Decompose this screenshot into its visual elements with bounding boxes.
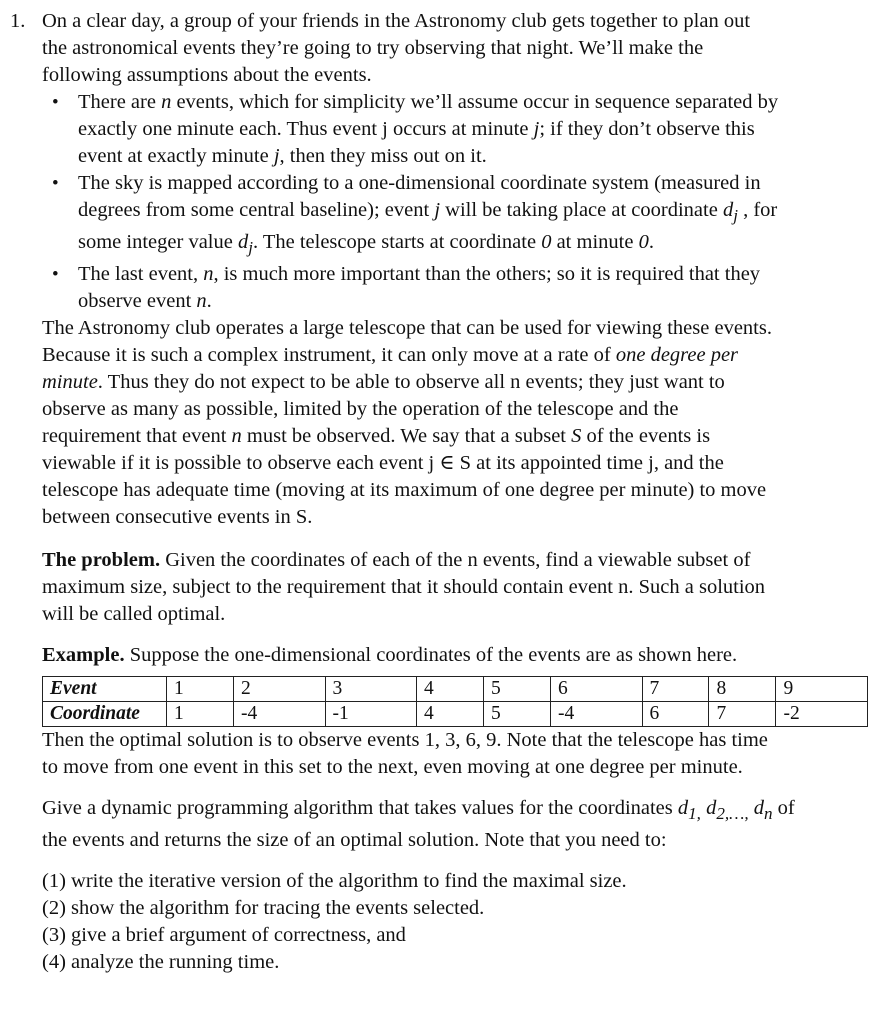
text-line: some integer value $d_j$. The telescope starts at coordinate 0 at minute 0. [78, 231, 654, 258]
table-cell: 1 [167, 702, 234, 727]
text-line: On a clear day, a group of your friends in the Astronomy club gets together to plan out [42, 10, 751, 32]
list-item: (1) write the iterative version of the algorithm to find the maximal size. [42, 870, 627, 893]
table-row [43, 702, 868, 727]
text-line: telescope has adequate time (moving at its maximum of one degree per minute) to move [42, 479, 767, 502]
bullet-icon: • [52, 173, 59, 194]
text-line: between consecutive events in S. [42, 506, 313, 529]
bullet-icon: • [52, 92, 59, 113]
requirements-list [42, 868, 877, 976]
text-line: degrees from some central baseline); event j will be taking place at coordinate $d_j$ , for [78, 199, 778, 226]
question-body [42, 8, 877, 976]
assumption-item [42, 261, 877, 315]
text-line: exactly one minute each. Thus event j occurs at minute j; if they don’t observe this [78, 118, 755, 140]
problem-paragraph [42, 547, 877, 628]
table-cell: 5 [484, 702, 551, 727]
table-cell: -2 [776, 702, 868, 727]
problem-label: The problem. [42, 549, 161, 572]
table-row [43, 677, 868, 702]
example-label: Example. [42, 644, 125, 667]
coordinates-table [42, 676, 868, 727]
table-cell: 6 [642, 702, 709, 727]
list-item: (4) analyze the running time. [42, 951, 280, 974]
table-cell: 2 [233, 677, 325, 702]
text-line: The last event, n, is much more important than the others; so it is required that they [78, 263, 761, 286]
table-cell: -1 [325, 702, 417, 727]
text-line: Give a dynamic programming algorithm that takes values for the coordinates $d_{1,}$ $d_{2,\dots,}$ $d_n$ of [42, 797, 795, 824]
text-line: Then the optimal solution is to observe events 1, 3, 6, 9. Note that the telescope has time [42, 729, 768, 752]
problem-document [0, 8, 892, 976]
question-number: 1. [10, 10, 26, 32]
text-line: observe as many as possible, limited by the operation of the telescope and the [42, 398, 679, 421]
table-cell: 7 [709, 702, 776, 727]
table-cell: 4 [417, 702, 484, 727]
assumption-item [42, 89, 877, 170]
text-line: event at exactly minute j, then they miss out on it. [78, 145, 487, 167]
table-cell: -4 [550, 702, 642, 727]
text-line: observe event n. [78, 290, 212, 313]
text-line: Because it is such a complex instrument, it can only move at a rate of one degree per [42, 344, 739, 367]
telescope-paragraph [42, 315, 877, 531]
table-cell: 7 [642, 677, 709, 702]
assumption-item [42, 170, 877, 261]
list-item: (3) give a brief argument of correctness, and [42, 924, 406, 947]
bullet-icon: • [52, 264, 59, 286]
text-line: maximum size, subject to the requirement that it should contain event n. Such a solution [42, 576, 766, 599]
text-line: There are n events, which for simplicity we’ll assume occur in sequence separated by [78, 91, 779, 113]
text-line: following assumptions about the events. [42, 64, 372, 86]
task-paragraph [42, 795, 877, 854]
table-cell: -4 [233, 702, 325, 727]
text-line: minute. Thus they do not expect to be able to observe all n events; they just want to [42, 371, 725, 394]
table-cell: 1 [167, 677, 234, 702]
text-line: will be called optimal. [42, 603, 226, 626]
text-line: The problem. Given the coordinates of each of the n events, find a viewable subset of [42, 549, 751, 572]
table-cell: 4 [417, 677, 484, 702]
intro-paragraph [42, 8, 877, 89]
table-cell: 8 [709, 677, 776, 702]
text-line: The Astronomy club operates a large telescope that can be used for viewing these events. [42, 317, 772, 340]
text-line: The sky is mapped according to a one-dimensional coordinate system (measured in [78, 172, 761, 194]
text-line: Example. Suppose the one-dimensional coordinates of the events are as shown here. [42, 644, 738, 667]
text-line: the events and returns the size of an optimal solution. Note that you need to: [42, 829, 667, 852]
question-1 [0, 8, 892, 976]
example-paragraph [42, 642, 877, 781]
text-line: requirement that event n must be observed. We say that a subset S of the events is [42, 425, 711, 448]
table-cell: 5 [484, 677, 551, 702]
row-header-event: Event [43, 677, 167, 702]
table-cell: 3 [325, 677, 417, 702]
text-line: the astronomical events they’re going to try observing that night. We’ll make the [42, 37, 704, 59]
assumption-list [42, 89, 877, 315]
list-item: (2) show the algorithm for tracing the events selected. [42, 897, 485, 920]
text-line: to move from one event in this set to the next, even moving at one degree per minute. [42, 756, 743, 779]
text-line: viewable if it is possible to observe each event j ∈ S at its appointed time j, and the [42, 452, 724, 475]
table-cell: 6 [550, 677, 642, 702]
table-cell: 9 [776, 677, 868, 702]
row-header-coordinate: Coordinate [43, 702, 167, 727]
